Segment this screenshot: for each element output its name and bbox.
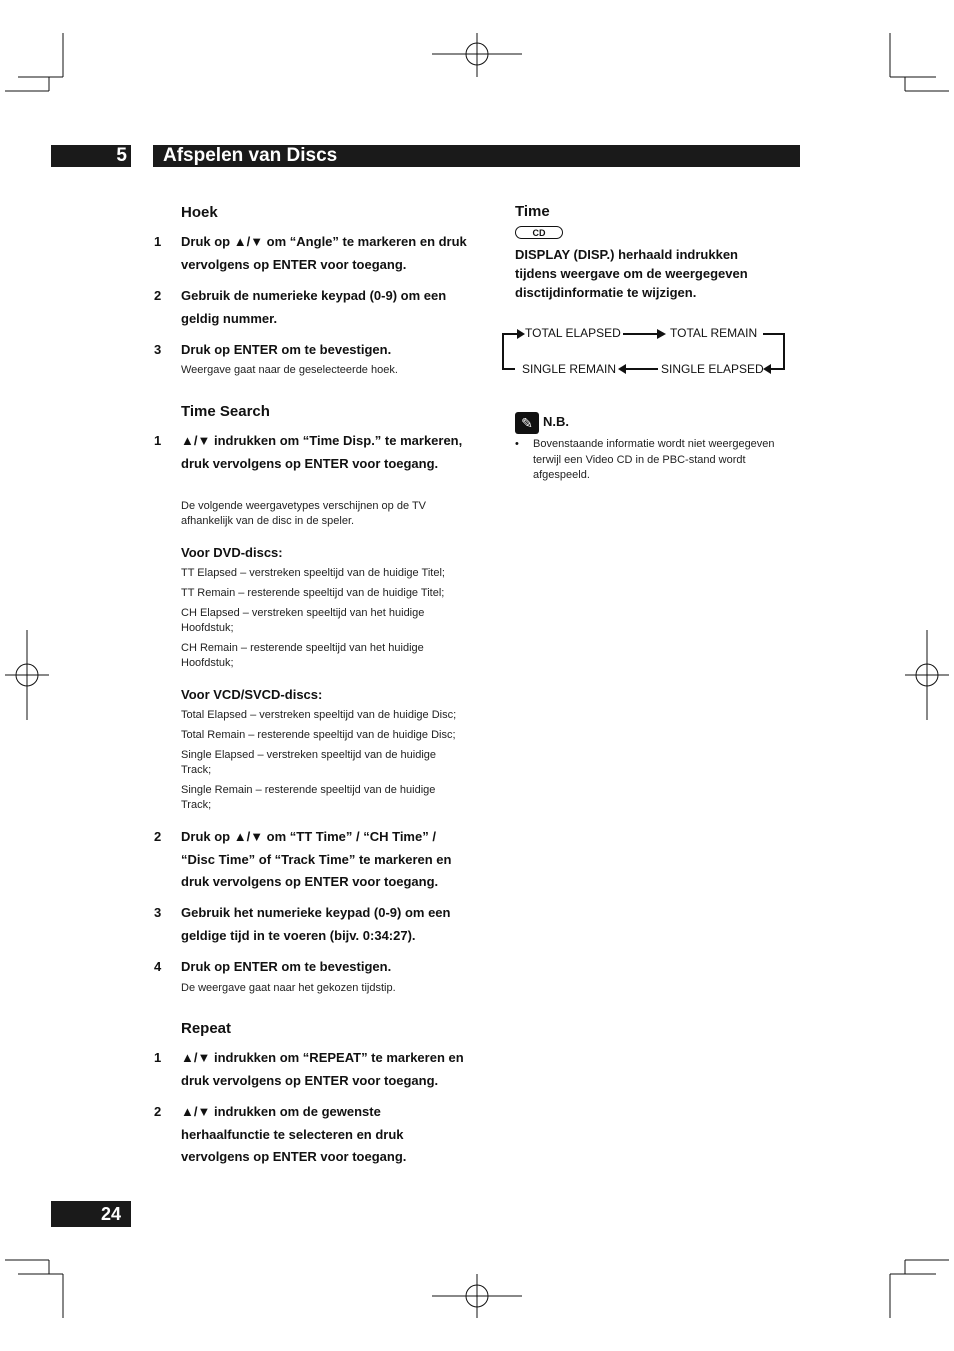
cd-badge: CD xyxy=(515,226,563,239)
dvd-discs-heading: Voor DVD-discs: xyxy=(181,545,283,560)
step-number: 1 xyxy=(154,433,162,448)
section-title-hoek: Hoek xyxy=(181,204,218,221)
step-text: Druk op ▲/▼ om “TT Time” / “CH Time” / “Disc Time” of “Track Time” te markeren en druk vervolgens op ENTER voor toegang. xyxy=(181,829,452,889)
vcd-discs-heading: Voor VCD/SVCD-discs: xyxy=(181,687,323,702)
step-number: 4 xyxy=(154,959,162,974)
page-number: 24 xyxy=(51,1201,131,1227)
bullet-icon: • xyxy=(515,438,519,450)
list-item: TT Remain – resterende speeltijd van de huidige Titel; xyxy=(181,587,445,599)
step-text: Druk op ENTER om te bevestigen. xyxy=(181,342,392,357)
list-item: Single Remain – resterende speeltijd van de huidige Track; xyxy=(181,784,436,811)
step-number: 3 xyxy=(154,342,162,357)
nb-text: Bovenstaande informatie wordt niet weergegeven terwijl een Video CD in de PBC-stand wordt afgespeeld. xyxy=(533,438,775,481)
step-note: Weergave gaat naar de geselecteerde hoek. xyxy=(181,364,398,376)
step-text: ▲/▼ indrukken om “REPEAT” te markeren en druk vervolgens op ENTER voor toegang. xyxy=(181,1050,464,1088)
step-text: Druk op ENTER om te bevestigen. xyxy=(181,959,392,974)
time-description: DISPLAY (DISP.) herhaald indrukken tijdens weergave om de weergegeven disctijdinformatie te wijzigen. xyxy=(515,247,748,300)
step-text: ▲/▼ indrukken om de gewenste herhaalfunctie te selecteren en druk vervolgens op ENTER voor toegang. xyxy=(181,1104,407,1164)
list-item: CH Remain – resterende speeltijd van het huidige Hoofdstuk; xyxy=(181,642,424,669)
step-number: 2 xyxy=(154,288,162,303)
step-number: 2 xyxy=(154,829,162,844)
flow-single-remain: SINGLE REMAIN xyxy=(522,362,617,376)
list-item: Total Remain – resterende speeltijd van de huidige Disc; xyxy=(181,729,456,741)
step-number: 1 xyxy=(154,234,162,249)
flow-total-remain: TOTAL REMAIN xyxy=(670,326,758,340)
step-number: 1 xyxy=(154,1050,162,1065)
step-text: ▲/▼ indrukken om “Time Disp.” te markeren, druk vervolgens op ENTER voor toegang. xyxy=(181,433,463,471)
step-text: Druk op ▲/▼ om “Angle” te markeren en druk vervolgens op ENTER voor toegang. xyxy=(181,234,467,272)
step-text: Gebruik de numerieke keypad (0-9) om een geldig nummer. xyxy=(181,288,447,326)
flow-total-elapsed: TOTAL ELAPSED xyxy=(525,326,621,340)
flow-single-elapsed: SINGLE ELAPSED xyxy=(661,362,764,376)
section-title-time: Time xyxy=(515,203,550,220)
list-item: CH Elapsed – verstreken speeltijd van het huidige Hoofdstuk; xyxy=(181,607,425,634)
chapter-title: Afspelen van Discs xyxy=(153,145,800,167)
list-item: Single Elapsed – verstreken speeltijd van de huidige Track; xyxy=(181,749,436,776)
step-note: De weergave gaat naar het gekozen tijdstip. xyxy=(181,982,396,994)
section-title-time-search: Time Search xyxy=(181,403,270,420)
step-note: De volgende weergavetypes verschijnen op de TV afhankelijk van de disc in de speler. xyxy=(181,500,427,527)
pencil-note-icon: ✎ xyxy=(515,412,539,434)
chapter-number: 5 xyxy=(51,145,131,167)
list-item: TT Elapsed – verstreken speeltijd van de huidige Titel; xyxy=(181,567,445,579)
list-item: Total Elapsed – verstreken speeltijd van de huidige Disc; xyxy=(181,709,457,721)
section-title-repeat: Repeat xyxy=(181,1020,232,1037)
step-text: Gebruik het numerieke keypad (0-9) om een geldige tijd in te voeren (bijv. 0:34:27). xyxy=(181,905,451,943)
step-number: 2 xyxy=(154,1104,162,1119)
step-number: 3 xyxy=(154,905,162,920)
nb-title: N.B. xyxy=(543,414,569,429)
